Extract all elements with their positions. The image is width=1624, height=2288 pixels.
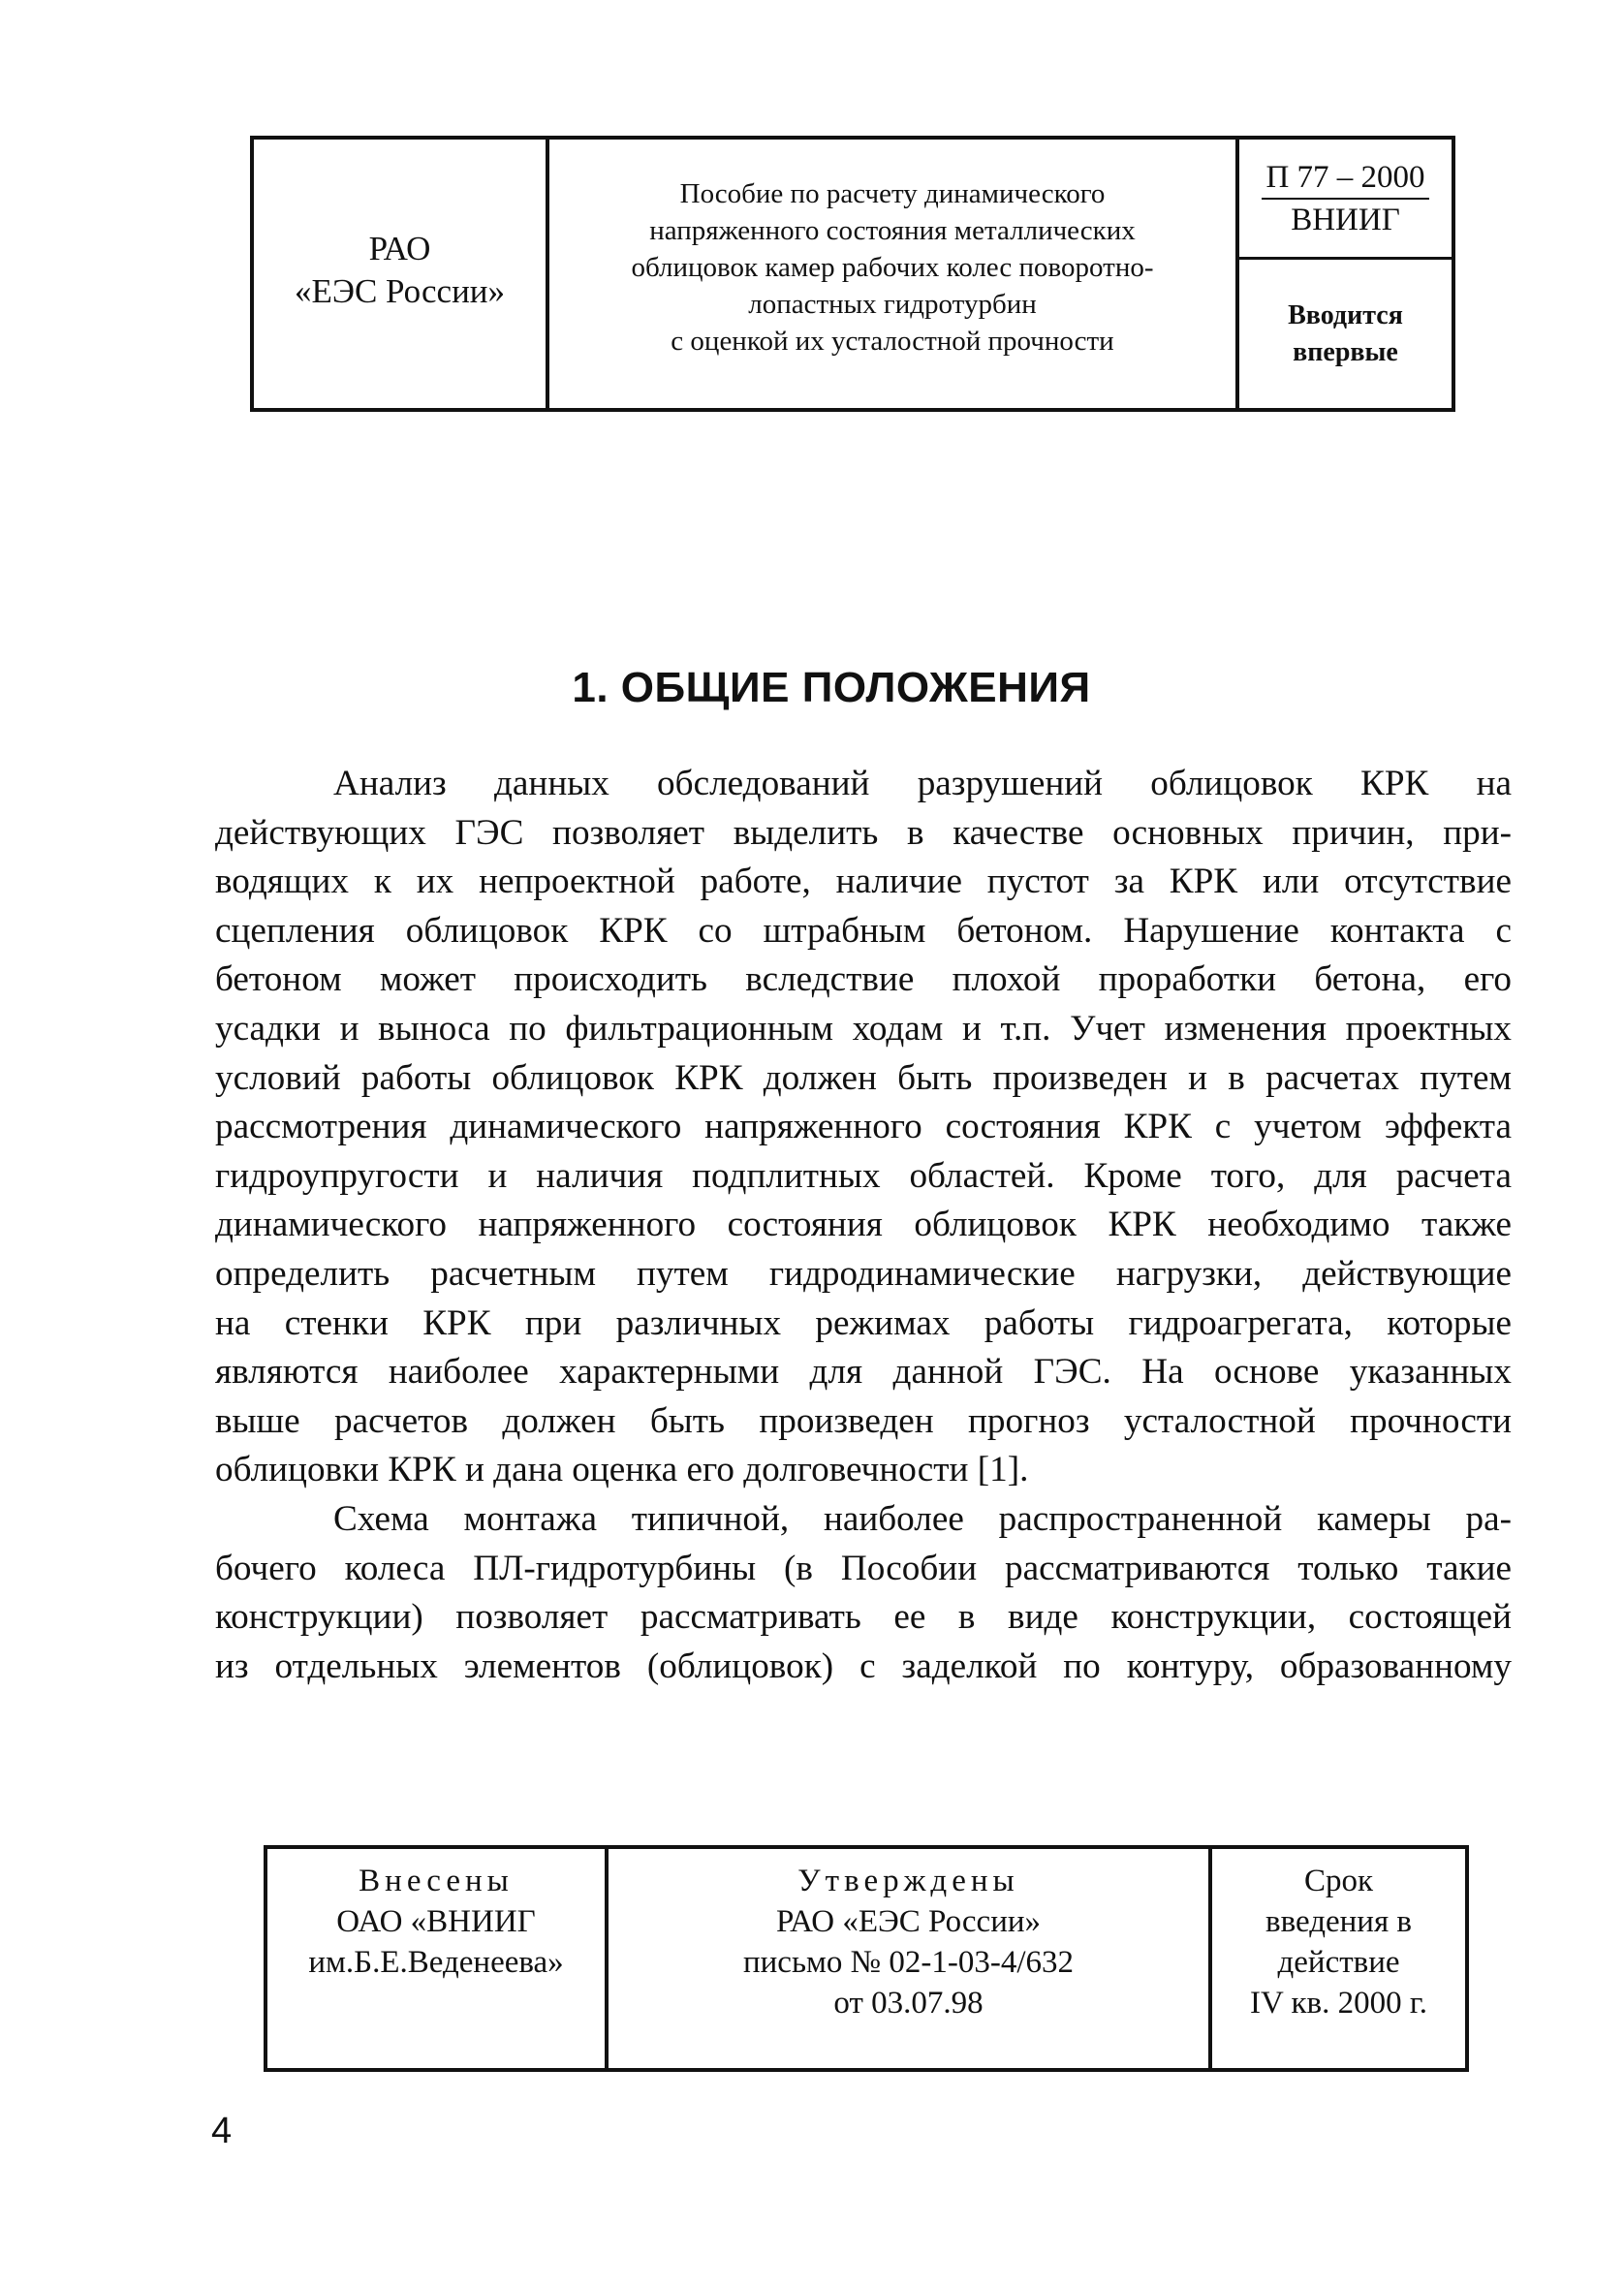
footer-approved-line: Утверждены <box>797 1864 1019 1898</box>
header-org-line: «ЕЭС России» <box>294 271 506 310</box>
footer-submitted-line: ОАО «ВНИИГ <box>336 1904 536 1939</box>
header-title-line: напряженного состояния металлических <box>649 214 1136 246</box>
paragraph-line: Схема монтажа типичной, наиболее распространенной камеры ра- <box>333 1498 1512 1539</box>
footer-approved-cell <box>609 1849 1212 2068</box>
footer-submitted-line: им.Б.Е.Веденеева» <box>308 1945 564 1980</box>
footer-effective-line: введения в <box>1265 1904 1412 1939</box>
paragraph-line: динамического напряженного состояния облицовок КРК необходимо также <box>215 1205 1512 1245</box>
paragraph-line: выше расчетов должен быть произведен прогноз усталостной прочности <box>215 1400 1512 1441</box>
header-org-line: РАО <box>368 229 431 267</box>
paragraph-line: бочего колеса ПЛ-гидротурбины (в Пособии рассматриваются только такие <box>215 1548 1512 1588</box>
paragraph-line: облицовки КРК и дана оценка его долговечности [1]. <box>215 1450 1029 1490</box>
header-title-line: Пособие по расчету динамического <box>679 177 1106 209</box>
footer-effective-cell <box>1212 1849 1465 2068</box>
paragraph-line: водящих к их непроектной работе, наличие пустот за КРК или отсутствие <box>215 862 1512 902</box>
page-number: 4 <box>211 2111 233 2151</box>
paragraph-line: на стенки КРК при различных режимах работы гидроагрегата, которые <box>215 1302 1512 1343</box>
header-title-line: с оценкой их усталостной прочности <box>671 325 1114 357</box>
document-code: П 77 – 2000 <box>1262 157 1428 200</box>
footer-effective-line: действие <box>1277 1945 1400 1980</box>
header-code-cell <box>1239 140 1452 408</box>
footer-approved-line: от 03.07.98 <box>833 1986 984 2021</box>
paragraph-line: действующих ГЭС позволяет выделить в качестве основных причин, при- <box>215 812 1512 853</box>
header-title-cell <box>549 140 1239 408</box>
footer-approved-line: РАО «ЕЭС России» <box>775 1904 1042 1939</box>
footer-submitted-cell <box>267 1849 609 2068</box>
header-title-line: облицовок камер рабочих колес поворотно- <box>631 251 1154 283</box>
paragraph-line: гидроупругости и наличия подплитных областей. Кроме того, для расчета <box>215 1155 1512 1196</box>
header-status <box>1239 260 1452 408</box>
header-table <box>250 136 1455 412</box>
section-heading: 1. ОБЩИЕ ПОЛОЖЕНИЯ <box>572 664 1091 711</box>
status-line: впервые <box>1293 336 1398 367</box>
body-text <box>215 760 1512 1691</box>
paragraph-line: конструкции) позволяет рассматривать ее в виде конструкции, состоящей <box>215 1597 1512 1638</box>
footer-submitted-line: Внесены <box>359 1864 514 1898</box>
paragraph-line: определить расчетным путем гидродинамические нагрузки, действующие <box>215 1253 1512 1294</box>
header-title-line: лопастных гидротурбин <box>748 288 1037 320</box>
header-doc-id <box>1239 140 1452 260</box>
paragraph-line: являются наиболее характерными для данной ГЭС. На основе указанных <box>215 1352 1512 1393</box>
document-organization: ВНИИГ <box>1291 202 1400 237</box>
footer-effective-line: IV кв. 2000 г. <box>1250 1986 1427 2021</box>
paragraph-line: из отдельных элементов (облицовок) с заделкой по контуру, образованному <box>215 1645 1512 1686</box>
header-organization-cell <box>254 140 549 408</box>
status-line: Вводится <box>1288 299 1403 330</box>
footer-approved-line: письмо № 02-1-03-4/632 <box>742 1945 1075 1980</box>
paragraph-line: условий работы облицовок КРК должен быть произведен и в расчетах путем <box>215 1057 1512 1098</box>
footer-effective-line: Срок <box>1303 1864 1374 1898</box>
paragraph-line: Анализ данных обследований разрушений облицовок КРК на <box>333 764 1512 803</box>
paragraph-line: сцепления облицовок КРК со штрабным бетоном. Нарушение контакта с <box>215 910 1512 951</box>
paragraph-line: бетоном может происходить вследствие плохой проработки бетона, его <box>215 959 1512 1000</box>
paragraph-line: рассмотрения динамического напряженного состояния КРК с учетом эффекта <box>215 1107 1512 1147</box>
paragraph-line: усадки и выноса по фильтрационным ходам и т.п. Учет изменения проектных <box>215 1008 1512 1049</box>
footer-table <box>264 1845 1469 2072</box>
